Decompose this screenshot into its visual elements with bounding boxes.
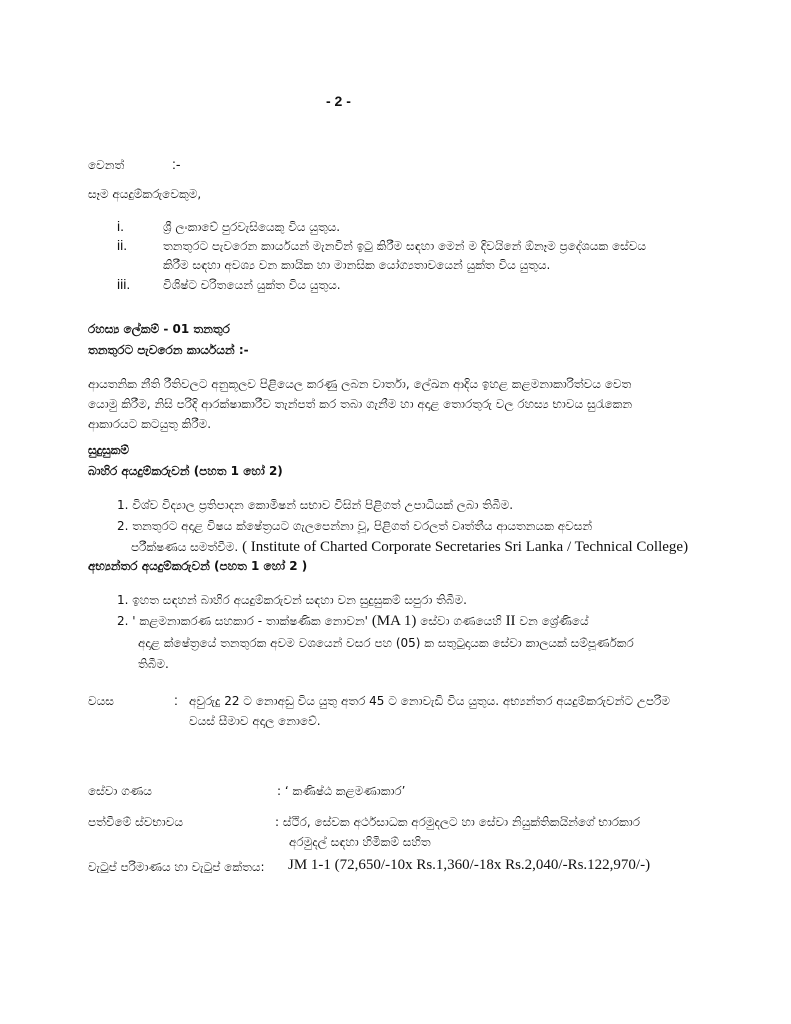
requirement-text: කිරීම සඳහා අවශ්‍ය වන කායික හා මානසික යෝග්‍යතාවයෙන් යුක්ත විය යුතුය.	[163, 258, 551, 272]
all-applicants-heading: සෑම අයදුම්කරුවෙකුම,	[88, 187, 202, 201]
ma-code: (MA 1)	[371, 613, 417, 629]
post-title: රහස්‍ය ලේකම් - 01 තනතුර	[88, 322, 230, 336]
duties-text: ආයතනික නීති රීතිවලට අනුකූලව පිළියෙල කරණු ලබන වාර්තා, ලේඛන ආදිය ඉහළ කළමනාකාරිත්වය වෙත	[88, 377, 632, 391]
internal-item-1: 1. ඉහත සඳහන් බාහිර අයදුම්කරුවන් සඳහා වන සුදුසුකම් සපුරා තිබීම.	[117, 593, 467, 607]
age-text: අවුරුදු 22 ට නොඅඩු විය යුතු අතර 45 ට නොවැඩි විය යුතුය. අභ්‍යන්තර අයදුම්කරුවන්ට උපරිම	[189, 694, 670, 708]
external-item-2-sinhala: පරීක්ෂණය සමත්වීම.	[131, 540, 239, 554]
external-item-2-cont	[131, 539, 688, 555]
requirement-text: ශ්‍රී ලංකාවේ පුරවැසියෙකු විය යුතුය.	[163, 220, 341, 234]
internal-item-2-text: වන ශ්‍රේණියේ	[519, 614, 589, 628]
appointment-nature-label: පත්වීමේ ස්වභාවය	[88, 815, 184, 829]
service-category-value: : ‘ කණිෂ්ඨ කළමණාකාර’	[277, 784, 406, 798]
external-applicants-heading: බාහිර අයදුම්කරුවන් (පහත 1 හෝ 2)	[88, 464, 283, 478]
grade-code: II	[505, 613, 516, 629]
internal-applicants-heading: අභ්‍යන්තර අයදුම්කරුවන් (පහත 1 හෝ 2 )	[88, 559, 308, 573]
age-text: වයස් සීමාව අදාල නොවේ.	[189, 714, 321, 728]
internal-item-2-cont: තිබීම.	[138, 657, 169, 671]
external-item-1: 1. විශ්ව විද්‍යාල ප්‍රතිපාදන කොමිෂන් සභාව විසින් පිළිගත් උපාධියක් ලබා තිබීම.	[117, 498, 514, 512]
age-colon: :	[174, 692, 178, 708]
other-label: වෙනත්	[88, 158, 125, 172]
internal-item-2	[117, 613, 589, 629]
institute-name: ( Institute of Charted Corporate Secretaries Sri Lanka / Technical College)	[242, 539, 689, 555]
salary-value: JM 1-1 (72,650/-10x Rs.1,360/-18x Rs.2,040/-Rs.122,970/-)	[288, 857, 651, 873]
internal-item-2-text: 2. ' කළමනාකරණ සහකාර - තාක්ෂණික නොවන'	[117, 614, 368, 628]
service-category-label: සේවා ගණය	[88, 784, 152, 798]
internal-item-2-cont: අදාළ ක්ෂේත්‍රයේ තනතුරක අවම වශයෙන් වසර පහ (05) ක සතුටුදායක සේවා කාලයක් සම්පූර්ණකර	[138, 636, 634, 650]
external-item-2: 2. තනතුරට අදාළ විෂය ක්ෂේත්‍රයට ගැලපෙන්නා වූ, පිළිගත් වරලත් වෘත්තීය ආයතනයක අවසන්	[117, 519, 593, 533]
requirement-marker: i.	[117, 218, 124, 234]
appointment-nature-value: අරමුදල් සඳහා හිමිකම් සහිත	[289, 835, 431, 849]
requirement-text: විශිෂ්ට චරිතයෙන් යුක්ත විය යුතුය.	[163, 278, 341, 292]
qualifications-heading: සුදුසුකම්	[88, 443, 129, 457]
duties-text: යොමු කිරීම, නිසි පරිදි ආරක්ෂාකාරීව තැන්පත් කර තබා ගැනීම හා අදාළ තොරතුරු වල රහස්‍ය භාවය සුරැකෙන	[88, 397, 633, 411]
other-colon: :-	[172, 156, 181, 172]
age-label: වයස	[88, 694, 114, 708]
duties-heading: තනතුරට පැවරෙන කාර්යයන් :-	[88, 343, 249, 357]
salary-label: වැටුප් පරිමාණය හා වැටුප් කේතය:	[88, 860, 265, 874]
page-number: - 2 -	[326, 93, 351, 109]
internal-item-2-text: සේවා ගණයෙහි	[420, 614, 502, 628]
appointment-nature-value: : ස්ථිර, සේවක අර්ථසාධක අරමුදලට හා සේවා නියුක්තිකයින්ගේ භාරකාර	[275, 815, 640, 829]
duties-text: ආකාරයට කටයුතු කිරීම.	[88, 417, 212, 431]
requirement-marker: ii.	[117, 237, 128, 253]
requirement-text: තනතුරට පැවරෙන කාර්යයන් මැනවින් ඉටු කිරීම සඳහා මෙන් ම දිවයිනේ ඕනෑම ප්‍රදේශයක සේවය	[163, 239, 646, 253]
requirement-marker: iii.	[117, 276, 131, 292]
